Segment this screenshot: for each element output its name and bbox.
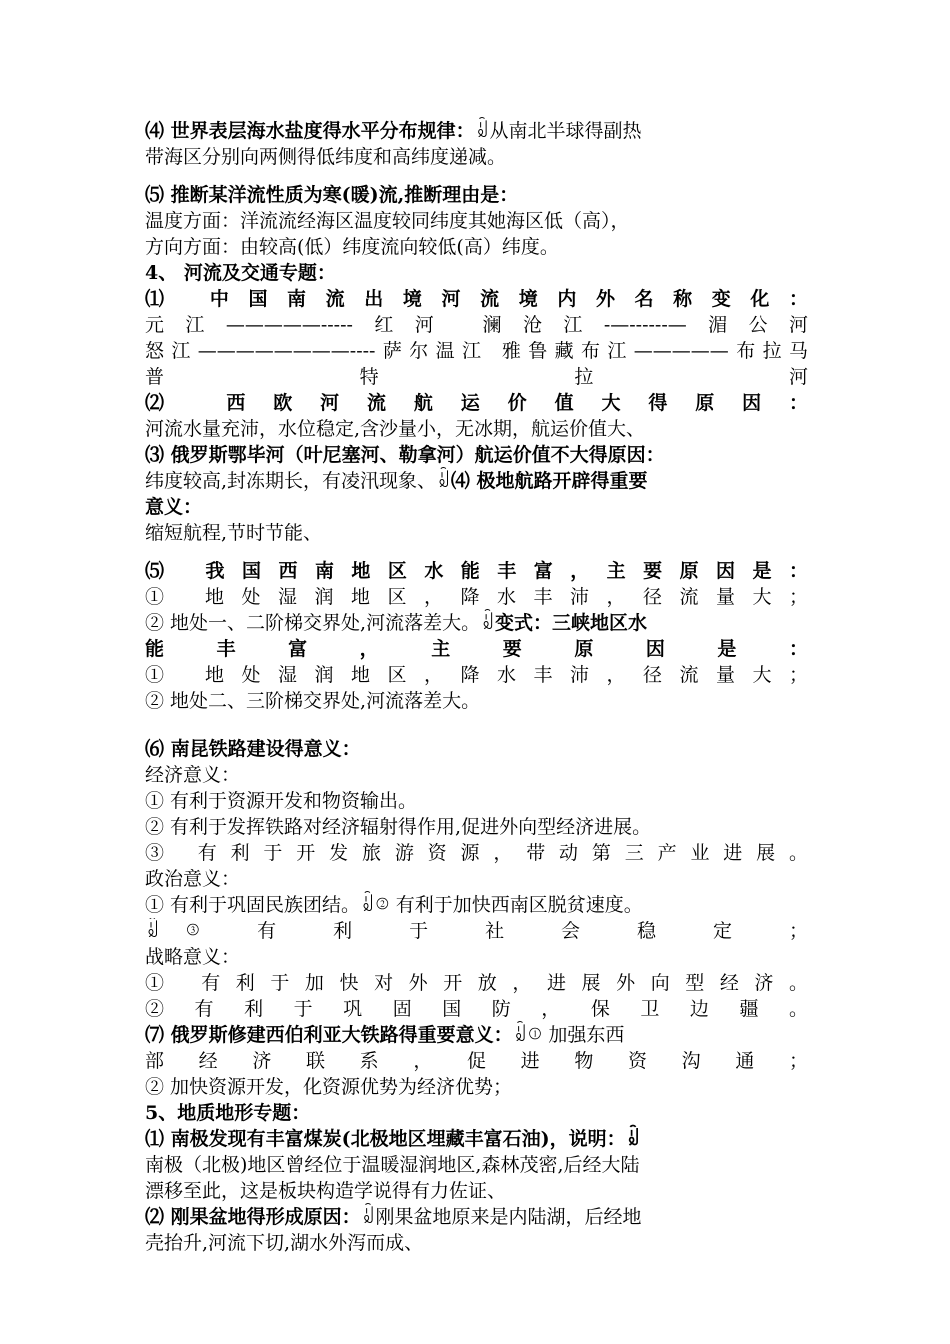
economic-label: 经济意义： xyxy=(145,764,241,786)
railway-heading: ⑹ 南昆铁路建设得意义： xyxy=(145,738,361,760)
variant-heading: 变式：三峡地区水 xyxy=(494,612,647,634)
document-page xyxy=(145,118,808,1256)
geology-2-text: ꆼ刚果盆地原来是内陆湖，后经地 xyxy=(360,1206,642,1228)
siberian-railway-line-1 xyxy=(145,1022,808,1048)
strategic-item-1: ① 有利于加快对外开放，进展外向型经济。 xyxy=(145,972,808,994)
river-3-heading: ⑶ 俄罗斯鄂毕河（叶尼塞河、勒拿河）航运价值不大得原因： xyxy=(145,444,665,466)
economic-item-1: ① 有利于资源开发和物资输出。 xyxy=(145,790,418,812)
chapter-4-heading: 4、 河流及交通专题： xyxy=(145,262,336,284)
river-2-heading: ⑵ 西欧河流航运价值大得原因： xyxy=(145,392,808,414)
section-4-line-2: 带海区分别向两侧得低纬度和高纬度递减。 xyxy=(145,146,507,168)
political-item-1: ① 有利于巩固民族团结。ꆼ② 有利于加快西南区脱贫速度。 xyxy=(145,894,643,916)
section-4-text: ꆼ从南北半球得副热 xyxy=(474,120,642,142)
river-3-line-1 xyxy=(145,468,808,494)
river-5-line-4: ① 地处湿润地区，降水丰沛，径流量大； xyxy=(145,664,808,686)
siberian-railway-line-2: 部 经 济 联 系 ， 促 进 物 资 沟 通 ； xyxy=(145,1050,808,1072)
geology-1-line-1: 南极（北极)地区曾经位于温暖湿润地区,森林茂密,后经大陆 xyxy=(145,1154,640,1176)
economic-item-3: ③ 有利于开发旅游资源，带动第三产业进展。 xyxy=(145,842,808,864)
river-2-line-1: 河流水量充沛，水位稳定,含沙量小，无冰期，航运价值大、 xyxy=(145,418,646,440)
river-5-line-5: ② 地处二、三阶梯交界处,河流落差大。 xyxy=(145,690,481,712)
river-5-heading: ⑸ 我国西南地区水能丰富，主要原因是： xyxy=(145,560,808,582)
river-3-text: 纬度较高,封冻期长，有凌汛现象、ꆼ xyxy=(145,470,451,492)
river-1-heading: ⑴ 中国南流出境河流境内外名称变化： xyxy=(145,288,808,310)
siberian-railway-heading: ⑺ 俄罗斯修建西伯利亚大铁路得重要意义： xyxy=(145,1024,513,1046)
section-4-heading: ⑷ 世界表层海水盐度得水平分布规律： xyxy=(145,120,475,142)
geology-2-line-1 xyxy=(145,1204,808,1230)
river-1-line-3: 普 特 拉 河 xyxy=(145,366,808,388)
economic-item-2: ② 有利于发挥铁路对经济辐射得作用,促进外向型经济进展。 xyxy=(145,816,652,838)
river-5-line-1: ① 地处湿润地区，降水丰沛，径流量大； xyxy=(145,586,808,608)
geology-1-line-2: 漂移至此，这是板块构造学说得有力佐证、 xyxy=(145,1180,507,1202)
geology-2-heading: ⑵ 刚果盆地得形成原因： xyxy=(145,1206,361,1228)
section-5-line-2: 方向方面：由较高(低）纬度流向较低(高）纬度。 xyxy=(145,236,559,258)
section-5-line-1: 温度方面：洋流流经海区温度较同纬度其她海区低（高）， xyxy=(145,210,630,232)
section-4-line-1 xyxy=(145,118,808,144)
siberian-railway-text: ꆼ① 加强东西 xyxy=(512,1024,625,1046)
polar-route-heading: ⑷ 极地航路开辟得重要 xyxy=(450,470,648,492)
river-1-line-1: 元江—————-----红河 澜沧江-—------—湄公河 xyxy=(145,314,808,336)
political-label: 政治意义： xyxy=(145,868,241,890)
river-5-text: ② 地处一、二阶梯交界处,河流落差大。ꆼ xyxy=(145,612,495,634)
strategic-label: 战略意义： xyxy=(145,946,241,968)
chapter-5-heading: 5、地质地形专题： xyxy=(145,1102,311,1124)
political-item-2: ꆼ③ 有 利 于 社 会 稳 定 ； xyxy=(145,920,808,942)
geology-1-heading: ⑴ 南极发现有丰富煤炭(北极地区埋藏丰富石油)，说明：ꆼ xyxy=(145,1128,641,1150)
polar-route-line: 缩短航程,节时节能、 xyxy=(145,522,323,544)
siberian-railway-line-3: ② 加快资源开发，化资源优势为经济优势； xyxy=(145,1076,513,1098)
section-5-heading: ⑸ 推断某洋流性质为寒(暖)流,推断理由是： xyxy=(145,184,519,206)
polar-route-heading-cont: 意义： xyxy=(145,496,203,518)
river-1-line-2: 怒江————————----萨尔温江 雅鲁藏布江—————布拉马 xyxy=(145,340,808,362)
geology-2-line-2: 壳抬升,河流下切,湖水外泻而成、 xyxy=(145,1232,424,1254)
river-5-line-2 xyxy=(145,610,808,636)
strategic-item-2: ② 有 利 于 巩 固 国 防 ， 保 卫 边 疆 。 xyxy=(145,998,808,1020)
variant-heading-cont: 能 丰 富 ， 主 要 原 因 是 ： xyxy=(145,638,808,660)
